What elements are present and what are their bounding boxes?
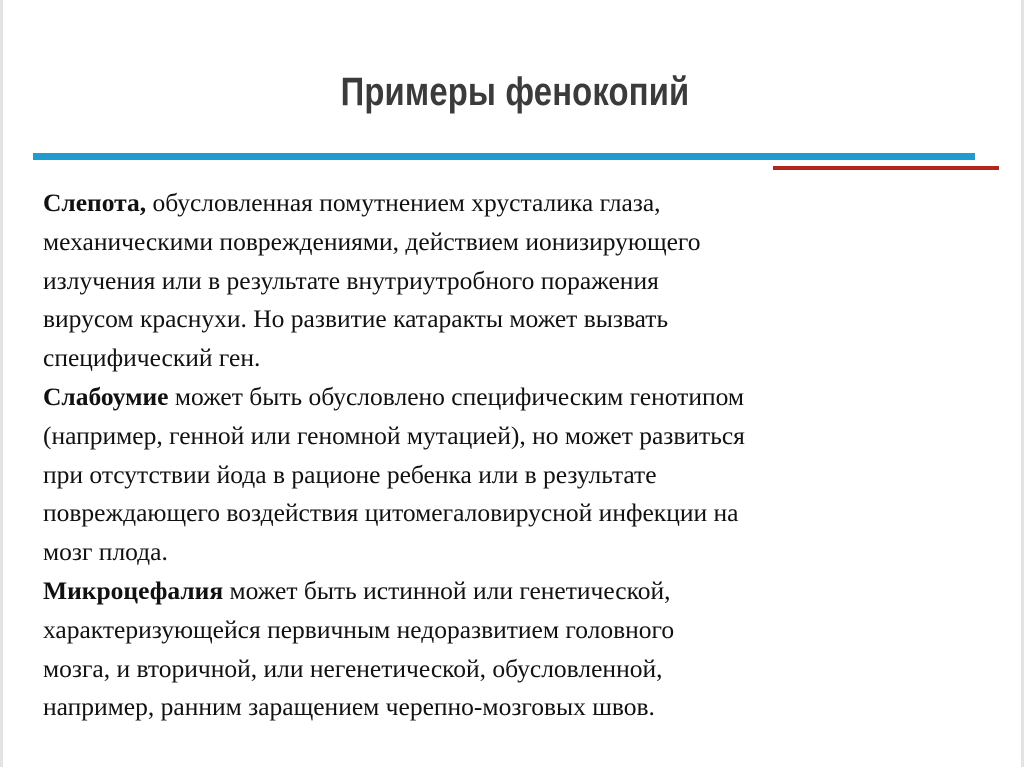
text-line: например, ранним заращением черепно-мозговых швов.: [43, 692, 655, 722]
text-line: [43, 378, 993, 417]
text-line: при отсутствии йода в рационе ребенка или в результате: [43, 459, 657, 489]
line-text: может быть истинной или генетической,: [223, 575, 671, 605]
title-underline-blue: [33, 153, 975, 160]
line-text: может быть обусловлено специфическим генотипом: [168, 381, 745, 411]
term-blindness: Слепота,: [43, 188, 147, 217]
text-line: специфический ген.: [43, 343, 261, 373]
text-line: [43, 184, 993, 223]
title-underline-red: [773, 166, 999, 170]
text-line: вирусом краснухи. Но развитие катаракты может вызвать: [43, 304, 669, 334]
paragraph-dementia: [43, 378, 993, 572]
paragraph-microcephaly: [43, 572, 993, 727]
line-text: обусловленная помутнением хрусталика глаза,: [146, 188, 661, 217]
slide-title: Примеры фенокопий: [340, 70, 690, 114]
text-line: механическими повреждениями, действием ионизирующего: [43, 226, 701, 256]
text-line: (например, генной или геномной мутацией), но может развиться: [43, 420, 745, 450]
text-line: мозг плода.: [43, 537, 168, 567]
term-microcephaly: Микроцефалия: [43, 575, 224, 605]
text-line: мозга, и вторичной, или негенетической, обусловленной,: [43, 653, 663, 683]
paragraph-blindness: [43, 184, 993, 378]
term-dementia: Слабоумие: [43, 381, 169, 411]
text-line: характеризующейся первичным недоразвитием головного: [43, 614, 675, 644]
text-line: повреждающего воздействия цитомегаловирусной инфекции на: [43, 498, 739, 528]
slide-body: [43, 184, 993, 727]
text-line: излучения или в результате внутриутробного поражения: [43, 265, 659, 295]
text-line: [43, 572, 993, 611]
